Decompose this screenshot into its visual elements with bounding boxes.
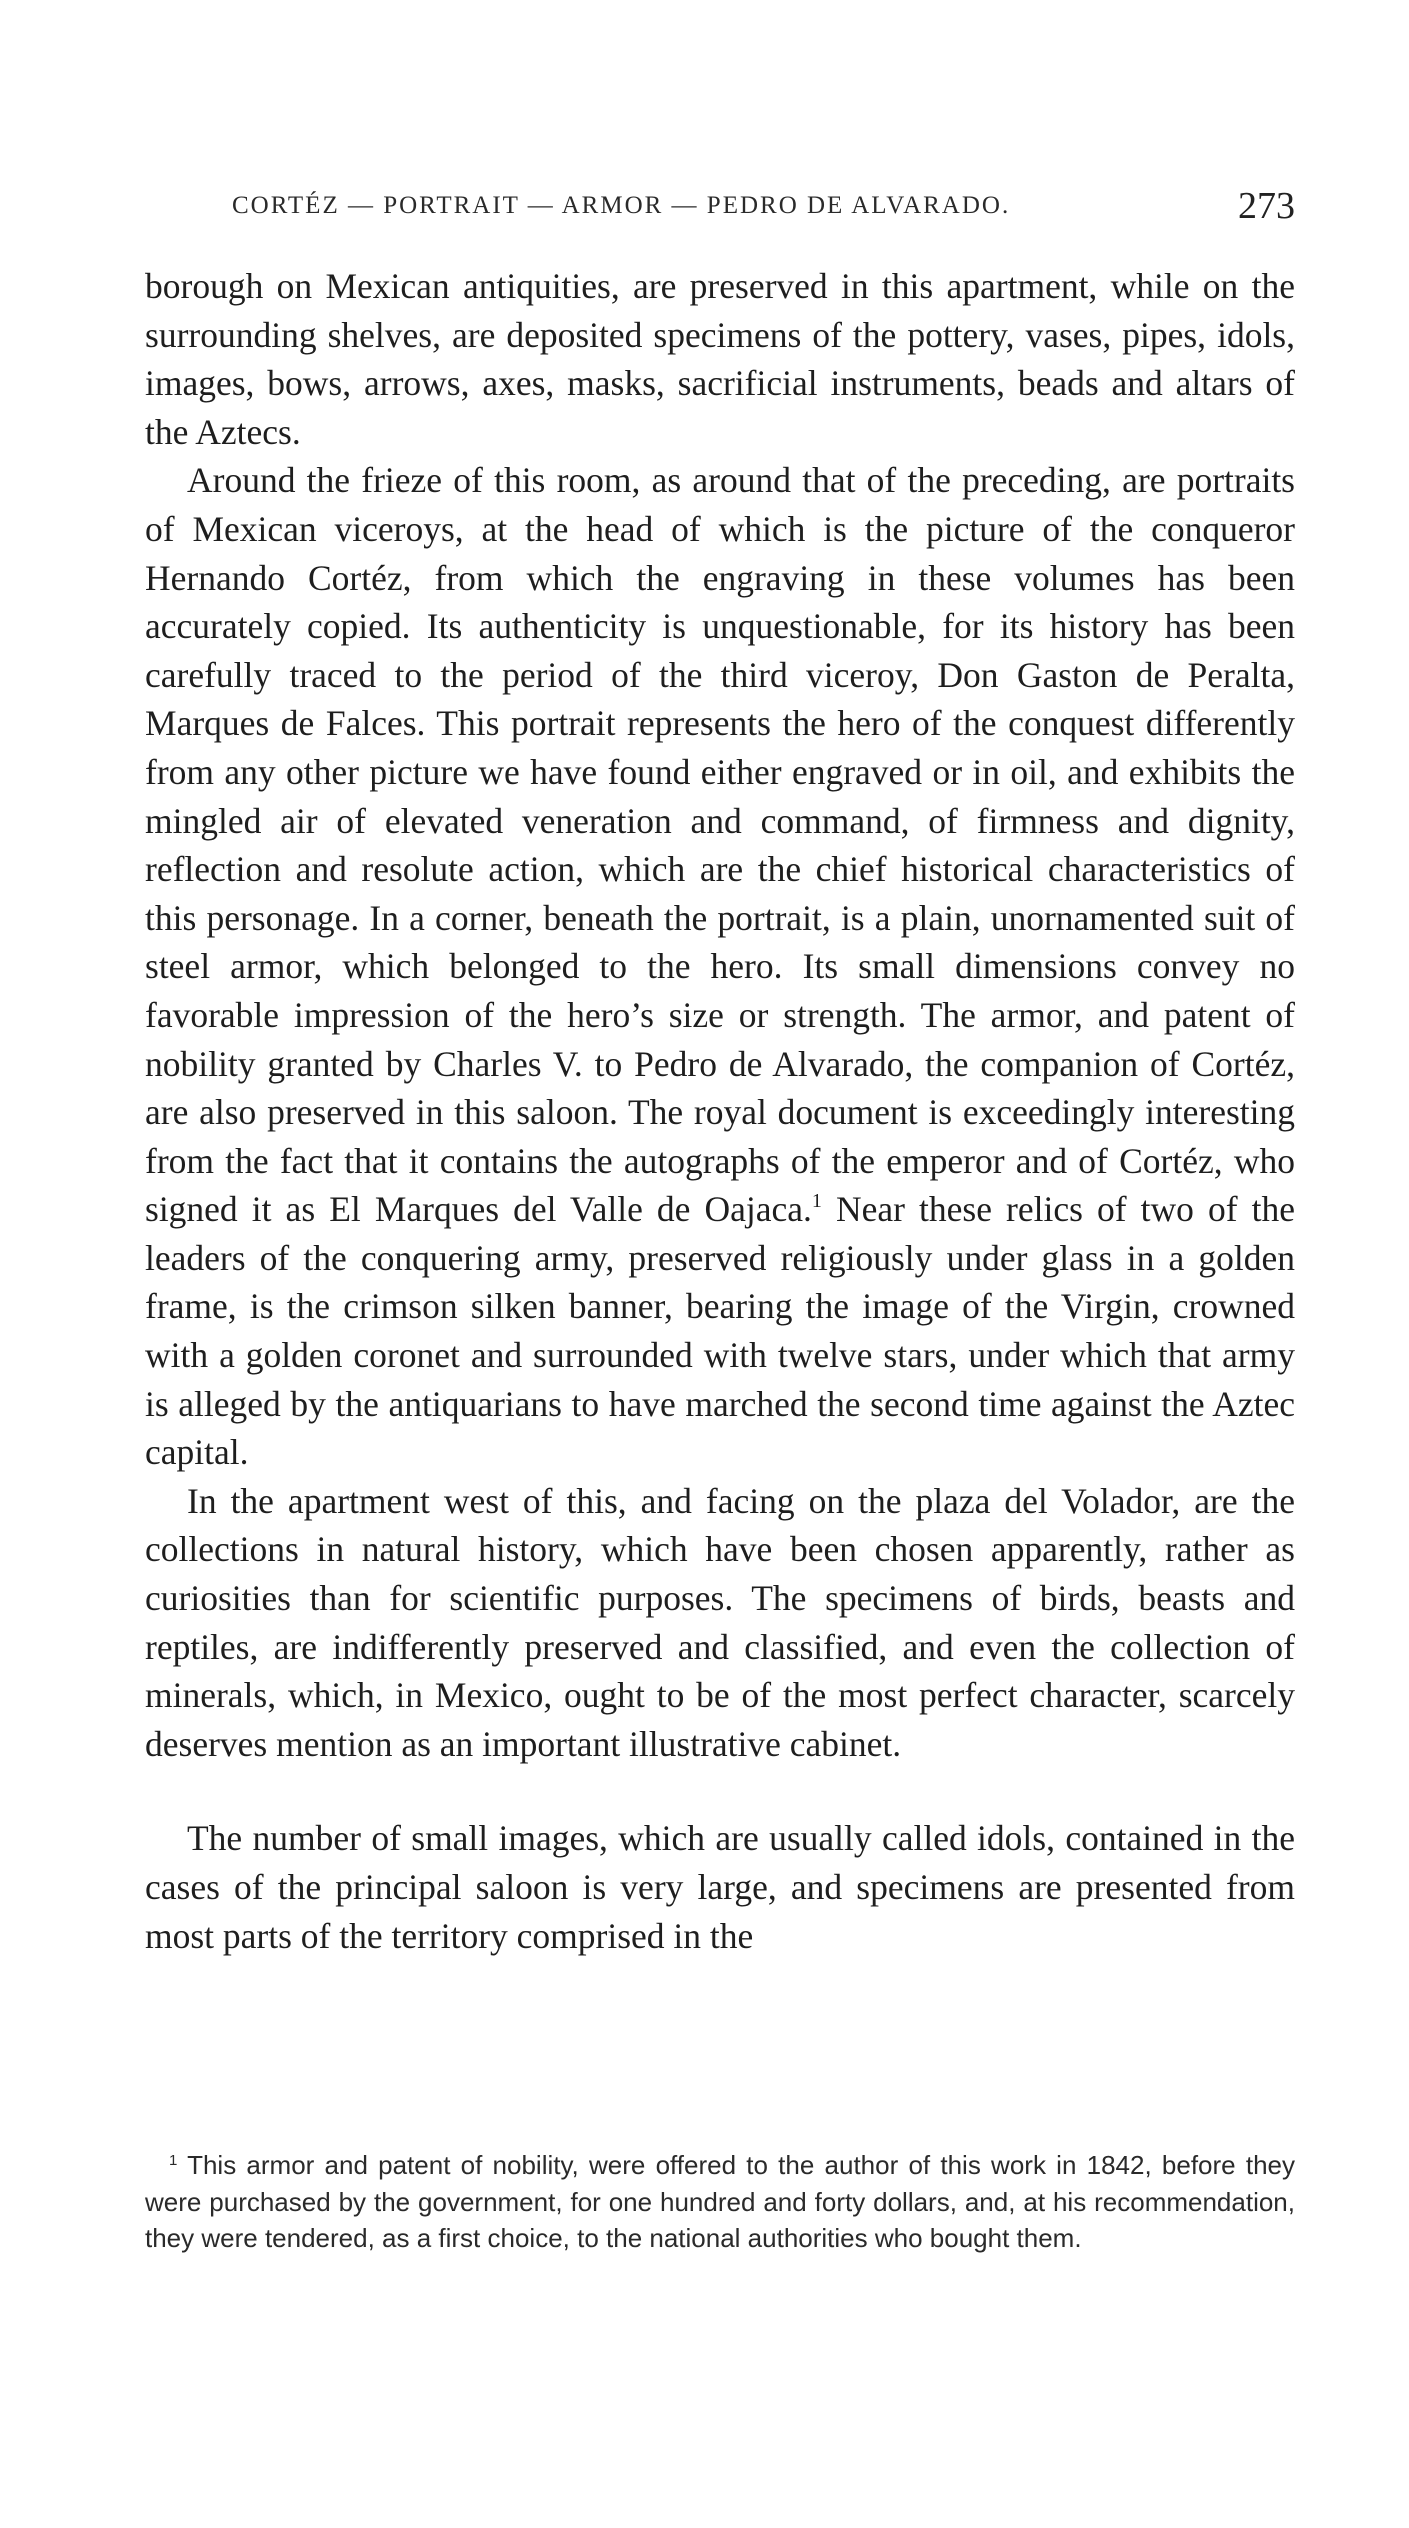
footnote-text <box>145 2147 1295 2257</box>
body-text <box>145 262 1295 1960</box>
paragraph-continued: borough on Mexican antiquities, are preserved in this apartment, while on the surrounding shelves, are deposited specimens of the pottery, vases, pipes, idols, images, bows, arrows, axes, masks, sacrificial instruments, beads and altars of the Aztecs. <box>145 266 1295 452</box>
footnote-body: This armor and patent of nobility, were offered to the author of this work in 1842, before they were purchased by the government, for one hundred and forty dollars, and, at his recommendation, they were tendered, as a first choice, to the national authorities who bought them. <box>145 2150 1295 2253</box>
paragraph-portrait-text-cont: Near these relics of two of the leaders of the conquering army, preserved religiously under glass in a golden frame, is the crimson silken banner, bearing the image of the Virgin, crowned with a golden coronet and surrounded with twelve stars, under which that army is alleged by the antiquarians to have marched the second time against the Aztec capital. <box>145 1189 1295 1473</box>
running-head <box>145 184 1295 230</box>
footnote-marker: 1 <box>169 2152 178 2169</box>
paragraph-portrait-text: Around the frieze of this room, as around that of the preceding, are portraits of Mexican viceroys, at the head of which is the picture of the conqueror Hernando Cortéz, from which the engraving in these volumes has been accurately copied. Its authenticity is unquestionable, for its history has been carefully traced to the period of the third viceroy, Don Gaston de Peralta, Marques de Falces. This portrait represents the hero of the conquest differently from any other picture we have found either engraved or in oil, and exhibits the mingled air of elevated veneration and command, of firmness and dignity, reflection and resolute action, which are the chief historical characteristics of this personage. In a corner, beneath the portrait, is a plain, unornamented suit of steel armor, which belonged to the hero. Its small dimensions convey no favorable impression of the hero’s size or strength. The armor, and patent of nobility granted by Charles V. to Pedro de Alvarado, the companion of Cortéz, are also preserved in this saloon. The royal document is exceedingly interesting from the fact that it contains the autographs of the emperor and of Cortéz, who signed it as El Marques del Valle de Oajaca. <box>145 460 1295 1230</box>
paragraph-idols: The number of small images, which are usually called idols, contained in the cases of the principal saloon is very large, and specimens are presented from most parts of the territory comprised in the <box>145 1818 1295 1956</box>
paragraph-natural-history: In the apartment west of this, and facing on the plaza del Volador, are the collections in natural history, which have been chosen apparently, rather as curiosities than for scientific purposes. The specimens of birds, beasts and reptiles, are indifferently preserved and classified, and even the collection of minerals, which, in Mexico, ought to be of the most perfect character, scarcely deserves mention as an important illustrative cabinet. <box>145 1480 1295 1764</box>
footnote-reference: 1 <box>811 1190 822 1213</box>
running-title: CORTÉZ — PORTRAIT — ARMOR — PEDRO DE ALVARADO. <box>232 192 1011 219</box>
paragraph-portrait <box>145 456 1295 1476</box>
footnote <box>145 2147 1295 2257</box>
page-number: 273 <box>1238 185 1295 227</box>
